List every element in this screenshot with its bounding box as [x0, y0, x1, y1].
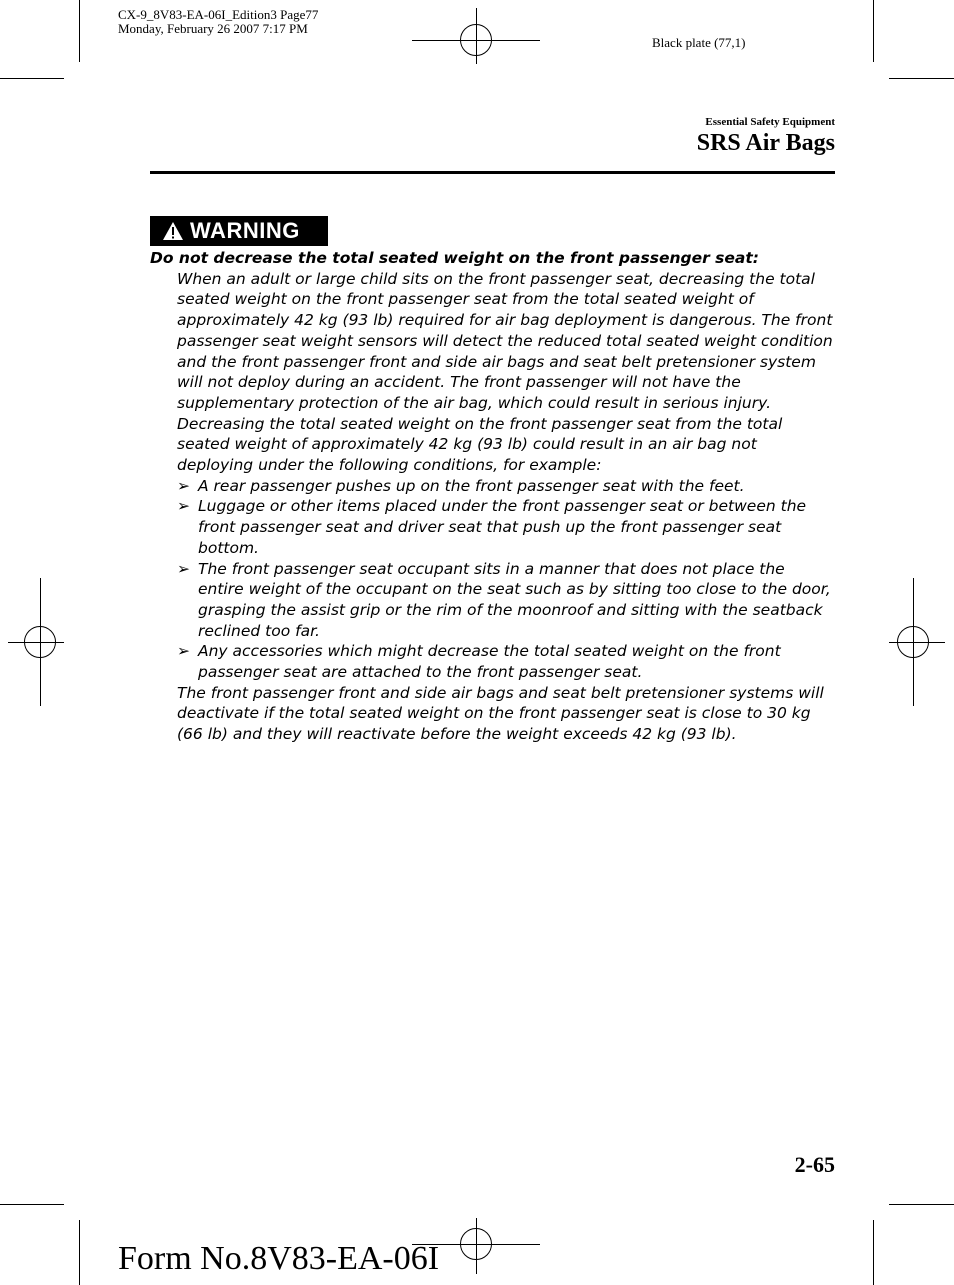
list-item-text: Any accessories which might decrease the total seated weight on the front passenger seat are attached to the front passenger seat. [198, 642, 781, 682]
warning-triangle-icon [162, 221, 184, 241]
crop-mark-top-right-horizontal [889, 78, 954, 79]
crop-mark-bottom-left-vertical [79, 1220, 80, 1285]
warning-content [150, 248, 835, 745]
crop-mark-top-right-vertical [873, 0, 874, 62]
crop-mark-top-left-vertical [79, 0, 80, 62]
list-item [177, 496, 835, 558]
arrowhead-bullet-icon: ➢ [177, 497, 190, 516]
warning-paragraph-1: When an adult or large child sits on the front passenger seat, decreasing the total seated weight on the front passenger seat from the total seated weight of approximately 42 kg (93 lb) required for air bag deployment is dangerous. The front passenger seat weight sensors will detect the reduced total seated weight condition and the front passenger front and side air bags and seat belt pretensioner system will not deploy during an accident. The front passenger will not have the supplementary protection of the air bag, which could result in serious injury. [177, 269, 833, 412]
page-title: SRS Air Bags [696, 130, 835, 156]
crop-mark-bottom-right-horizontal [889, 1204, 954, 1205]
crop-mark-bottom-left-horizontal [0, 1204, 64, 1205]
list-item-text: Luggage or other items placed under the front passenger seat or between the front passenger seat and driver seat that push up the front passenger seat bottom. [198, 497, 807, 557]
warning-paragraph-2: Decreasing the total seated weight on the front passenger seat from the total seated weight of approximately 42 kg (93 lb) could result in an air bag not deploying under the following conditions, for example: [177, 414, 783, 475]
print-meta-line1: CX-9_8V83-EA-06I_Edition3 Page77 [118, 7, 319, 22]
arrowhead-bullet-icon: ➢ [177, 559, 190, 578]
form-number: Form No.8V83-EA-06I [118, 1240, 440, 1277]
print-meta-line2: Monday, February 26 2007 7:17 PM [118, 21, 308, 36]
warning-label: WARNING [190, 218, 300, 243]
crop-mark-top-left-horizontal [0, 78, 64, 79]
list-item-text: A rear passenger pushes up on the front passenger seat with the feet. [198, 476, 745, 495]
warning-paragraph-3: The front passenger front and side air bags and seat belt pretensioner systems will deactivate if the total seated weight on the front passenger seat is close to 30 kg (66 lb) and they will reactivate before the weight exceeds 42 kg (93 lb). [177, 683, 824, 744]
page-number: 2-65 [794, 1152, 835, 1177]
section-label: Essential Safety Equipment [705, 116, 835, 128]
list-item [177, 641, 835, 682]
plate-label: Black plate (77,1) [652, 35, 746, 50]
list-item [177, 476, 835, 497]
warning-heading: Do not decrease the total seated weight on the front passenger seat: [150, 249, 759, 267]
warning-badge [150, 216, 328, 246]
list-item-text: The front passenger seat occupant sits in a manner that does not place the entire weight of the occupant on the seat such as by sitting too close to the door, grasping the assist grip or the rim of the moonroof and sitting with the seatback reclined too far. [198, 559, 831, 640]
arrowhead-bullet-icon: ➢ [177, 642, 190, 661]
crop-mark-bottom-right-vertical [873, 1220, 874, 1285]
print-meta [118, 8, 318, 36]
list-item [177, 559, 835, 642]
title-rule [150, 171, 835, 174]
arrowhead-bullet-icon: ➢ [177, 476, 190, 495]
condition-list [150, 476, 835, 683]
